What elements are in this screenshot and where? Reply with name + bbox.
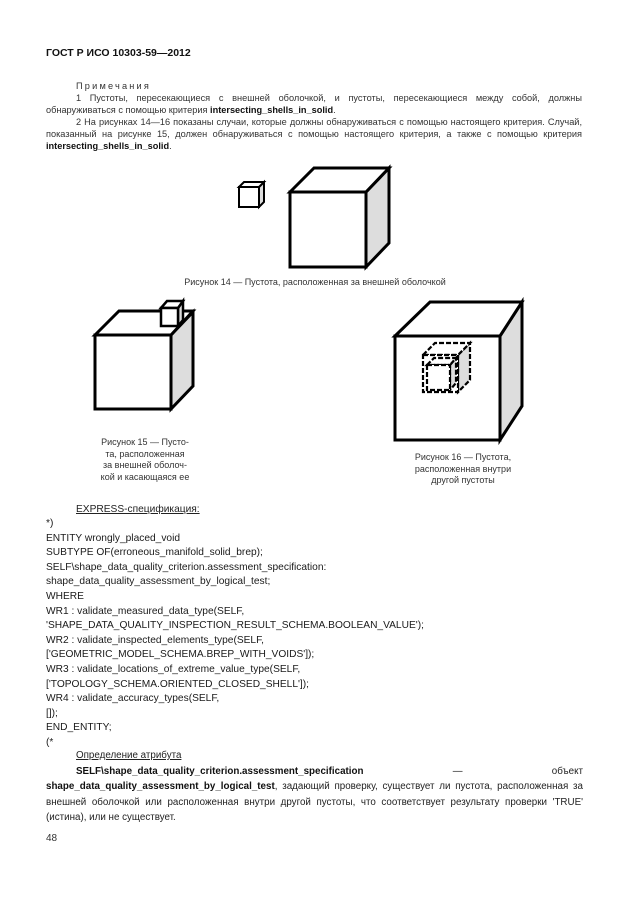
- note-2-criterion: intersecting_shells_in_solid: [46, 141, 170, 151]
- code-line: SELF\shape_data_quality_criterion.assessment_specification:: [46, 561, 327, 573]
- code-line: []);: [46, 707, 58, 719]
- code-line: shape_data_quality_assessment_by_logical_test;: [46, 576, 271, 588]
- express-heading: EXPRESS-спецификация:: [76, 504, 200, 515]
- fig16-caption-line: расположенная внутри: [414, 463, 512, 474]
- code-line: ENTITY wrongly_placed_void: [46, 532, 181, 544]
- attribute-name: SELF\shape_data_quality_criterion.assessment_specification: [76, 766, 364, 777]
- code-line: *): [46, 518, 54, 529]
- attribute-definition-heading: Определение атрибута: [76, 750, 182, 761]
- note-2-text: 2 На рисунках 14—16 показаны случаи, которые должны обнаруживаться с помощью настоящего критерия. Случай, показанный на рисунке 15, должен обнаруживаться с помощью настоящего критерия, а также с помощью критерия: [46, 117, 582, 139]
- fig15-small-cube: [161, 301, 183, 326]
- fig15-caption-line: кой и касающаяся ее: [100, 471, 190, 482]
- code-line: (*: [46, 736, 54, 748]
- express-code-block: [46, 517, 424, 751]
- fig16-caption-line: другой пустоты: [431, 475, 495, 485]
- note-2: 2 На рисунках 14—16 показаны случаи, которые должны обнаруживаться с помощью настоящего критерия. Случай, показанный на рисунке 15, должен обнаруживаться с помощью настоящего критерия, а также с помощью критерия intersecting_shells_in_solid.: [46, 117, 582, 151]
- attribute-type: shape_data_quality_assessment_by_logical_test: [46, 781, 275, 793]
- attribute-text-2: , задающий проверку, существует ли пустота, расположенная за внешней оболочкой или расположенная внутри другой пустоты, что соответствует результату проверки 'TRUE' (истина), или не существует.: [46, 781, 583, 823]
- fig15-caption-line: та, расположенная: [105, 448, 185, 459]
- fig14-small-cube: [239, 182, 264, 207]
- code-line: ['TOPOLOGY_SCHEMA.ORIENTED_CLOSED_SHELL']);: [46, 678, 309, 690]
- note-1-criterion: intersecting_shells_in_solid: [210, 105, 334, 115]
- code-line: ['GEOMETRIC_MODEL_SCHEMA.BREP_WITH_VOIDS']);: [46, 649, 315, 661]
- code-line: WR4 : validate_accuracy_types(SELF,: [46, 693, 220, 705]
- note-1-text: 1 Пустоты, пересекающиеся с внешней оболочкой, и пустоты, пересекающиеся между собой, должны обнаруживаться с помощью критерия: [46, 93, 582, 115]
- attribute-text-1: — объект: [363, 766, 583, 777]
- code-line: END_ENTITY;: [46, 722, 112, 734]
- code-line: SUBTYPE OF(erroneous_manifold_solid_brep);: [46, 547, 263, 559]
- document-header: ГОСТ Р ИСО 10303-59—2012: [46, 47, 191, 59]
- notes-heading: Примечания: [76, 81, 152, 91]
- code-line: WR2 : validate_inspected_elements_type(SELF,: [46, 634, 265, 646]
- code-line: WHERE: [46, 590, 84, 602]
- fig16-inner-void: [427, 358, 456, 390]
- fig16-caption: [388, 452, 538, 487]
- code-line: 'SHAPE_DATA_QUALITY_INSPECTION_RESULT_SCHEMA.BOOLEAN_VALUE');: [46, 620, 424, 632]
- attribute-definition-text: [46, 764, 583, 825]
- code-line: WR3 : validate_locations_of_extreme_value_type(SELF,: [46, 663, 301, 675]
- fig14-caption: Рисунок 14 — Пустота, расположенная за внешней оболочкой: [184, 277, 446, 287]
- fig14-large-cube: [290, 168, 389, 267]
- fig15-caption: [75, 437, 215, 483]
- page-number: 48: [46, 833, 58, 844]
- note-1: 1 Пустоты, пересекающиеся с внешней оболочкой, и пустоты, пересекающиеся между собой, должны обнаруживаться с помощью критерия intersecting_shells_in_solid.: [46, 93, 582, 115]
- fig15-caption-line: Рисунок 15 — Пусто-: [101, 437, 189, 447]
- fig16-caption-line: Рисунок 16 — Пустота,: [414, 452, 512, 462]
- code-line: WR1 : validate_measured_data_type(SELF,: [46, 605, 245, 617]
- fig15-caption-line: за внешней оболоч-: [103, 460, 187, 470]
